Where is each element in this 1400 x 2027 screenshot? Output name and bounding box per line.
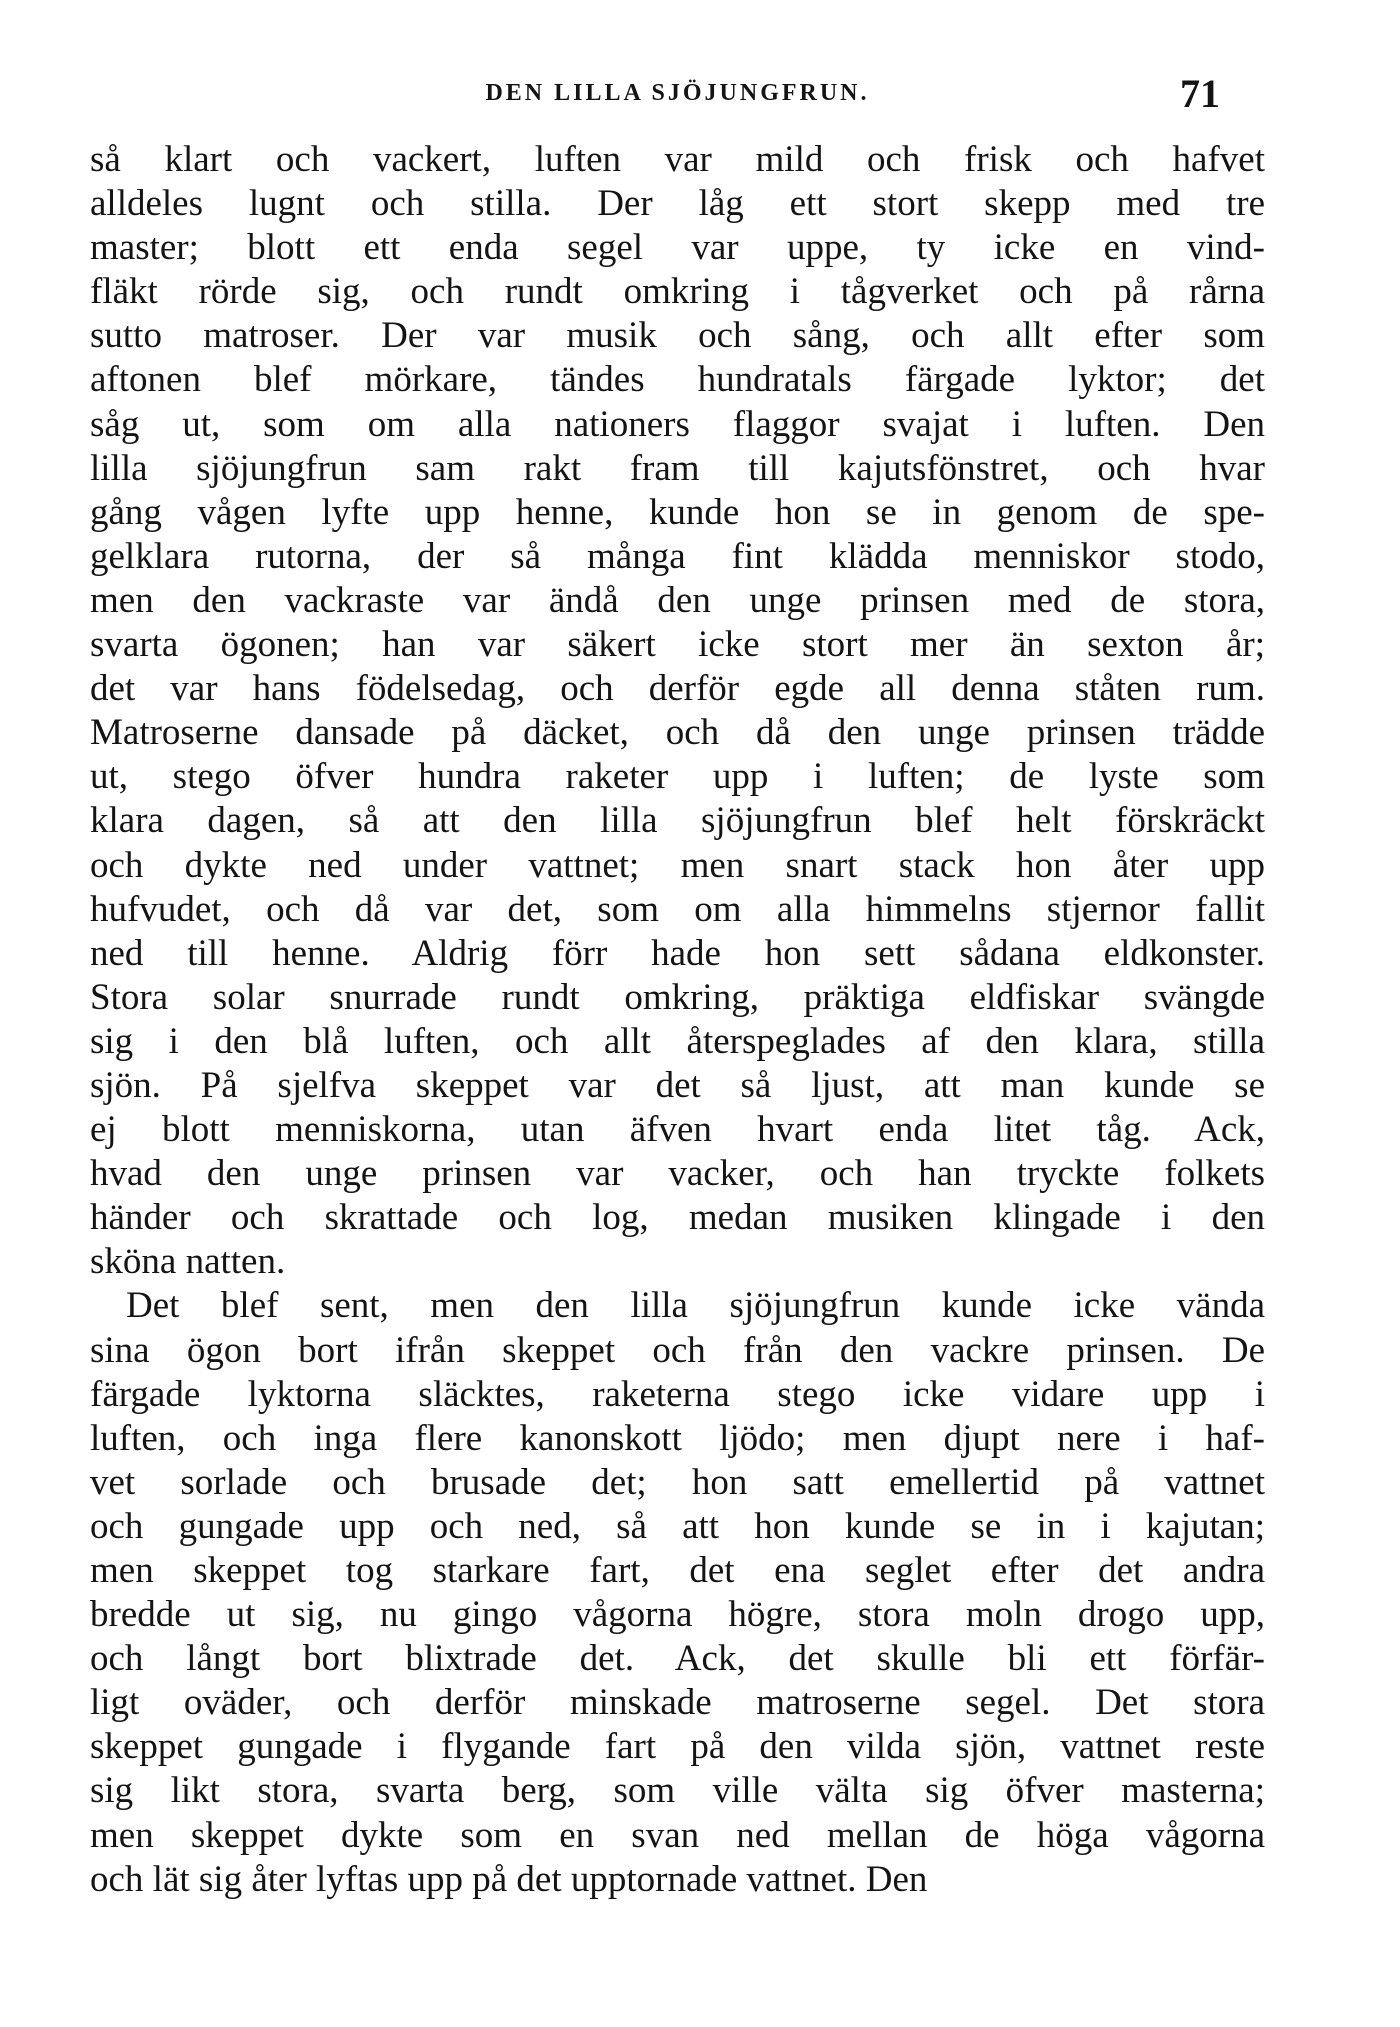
text-line: klara dagen, så att den lilla sjöjungfrun blef helt förskräckt	[90, 800, 1265, 842]
text-line: det var hans födelsedag, och derför egde all denna ståten rum.	[90, 668, 1265, 710]
text-line: hvad den unge prinsen var vacker, och han tryckte folkets	[90, 1153, 1265, 1195]
text-line: sutto matroser. Der var musik och sång, och allt efter som	[90, 315, 1265, 357]
text-line: och dykte ned under vattnet; men snart stack hon åter upp	[90, 844, 1265, 886]
text-line: ned till henne. Aldrig förr hade hon sett sådana eldkonster.	[90, 932, 1265, 974]
text-line: ej blott menniskorna, utan äfven hvart enda litet tåg. Ack,	[90, 1109, 1265, 1151]
text-line: svarta ögonen; han var säkert icke stort mer än sexton år;	[90, 624, 1265, 666]
text-line: men den vackraste var ändå den unge prinsen med de stora,	[90, 579, 1265, 621]
text-line: händer och skrattade och log, medan musiken klingade i den	[90, 1197, 1265, 1239]
text-line: men skeppet tog starkare fart, det ena seglet efter det andra	[90, 1550, 1265, 1591]
text-line: sig likt stora, svarta berg, som ville välta sig öfver masterna;	[90, 1770, 1265, 1812]
text-line: och långt bort blixtrade det. Ack, det skulle bli ett förfär-	[90, 1638, 1265, 1680]
text-line: gelklara rutorna, der så många fint klädda menniskor stodo,	[90, 535, 1265, 577]
text-line: gång vågen lyfte upp henne, kunde hon se in genom de spe-	[90, 491, 1265, 533]
text-line: och lät sig åter lyftas upp på det upptornade vattnet. Den	[90, 1858, 928, 1900]
text-line: ligt oväder, och derför minskade matroserne segel. Det stora	[90, 1682, 1265, 1724]
page-number: 71	[1180, 71, 1220, 116]
text-line: sig i den blå luften, och allt återspeglades af den klara, stilla	[90, 1020, 1265, 1062]
text-line: hufvudet, och då var det, som om alla himmelns stjernor fallit	[90, 888, 1265, 930]
text-line: färgade lyktorna släcktes, raketerna stego icke vidare upp i	[90, 1373, 1265, 1415]
text-line: men skeppet dykte som en svan ned mellan de höga vågorna	[90, 1814, 1265, 1856]
text-line: såg ut, som om alla nationers flaggor svajat i luften. Den	[90, 403, 1265, 445]
text-line: så klart och vackert, luften var mild och frisk och hafvet	[90, 139, 1265, 180]
text-line: luften, och inga flere kanonskott ljödo; men djupt nere i haf-	[90, 1417, 1265, 1459]
book-page	[90, 70, 1265, 1970]
text-line: lilla sjöjungfrun sam rakt fram till kajutsfönstret, och hvar	[90, 447, 1265, 489]
text-line: fläkt rörde sig, och rundt omkring i tågverket och på rårna	[90, 271, 1265, 313]
text-line: skeppet gungade i flygande fart på den vilda sjön, vattnet reste	[90, 1726, 1265, 1768]
text-line: master; blott ett enda segel var uppe, ty icke en vind-	[90, 227, 1265, 269]
text-line: Det blef sent, men den lilla sjöjungfrun kunde icke vända	[126, 1285, 1265, 1327]
text-line: aftonen blef mörkare, tändes hundratals färgade lyktor; det	[90, 359, 1265, 401]
text-line: sjön. På sjelfva skeppet var det så ljust, att man kunde se	[90, 1064, 1265, 1106]
text-line: ut, stego öfver hundra raketer upp i luften; de lyste som	[90, 756, 1265, 798]
paragraph	[90, 138, 1265, 1284]
paragraph	[90, 1284, 1265, 1901]
text-line: alldeles lugnt och stilla. Der låg ett stort skepp med tre	[90, 183, 1265, 225]
body-text	[90, 138, 1265, 1902]
running-head	[90, 70, 1265, 130]
text-line: sina ögon bort ifrån skeppet och från den vackre prinsen. De	[90, 1329, 1265, 1371]
running-title: DEN LILLA SJÖJUNGFRUN.	[485, 80, 870, 106]
text-line: Stora solar snurrade rundt omkring, präktiga eldfiskar svängde	[90, 976, 1265, 1018]
text-line: bredde ut sig, nu gingo vågorna högre, stora moln drogo upp,	[90, 1594, 1265, 1636]
text-line: vet sorlade och brusade det; hon satt emellertid på vattnet	[90, 1461, 1265, 1503]
text-line: sköna natten.	[90, 1241, 286, 1283]
text-line: Matroserne dansade på däcket, och då den unge prinsen trädde	[90, 712, 1265, 754]
text-line: och gungade upp och ned, så att hon kunde se in i kajutan;	[90, 1505, 1265, 1547]
